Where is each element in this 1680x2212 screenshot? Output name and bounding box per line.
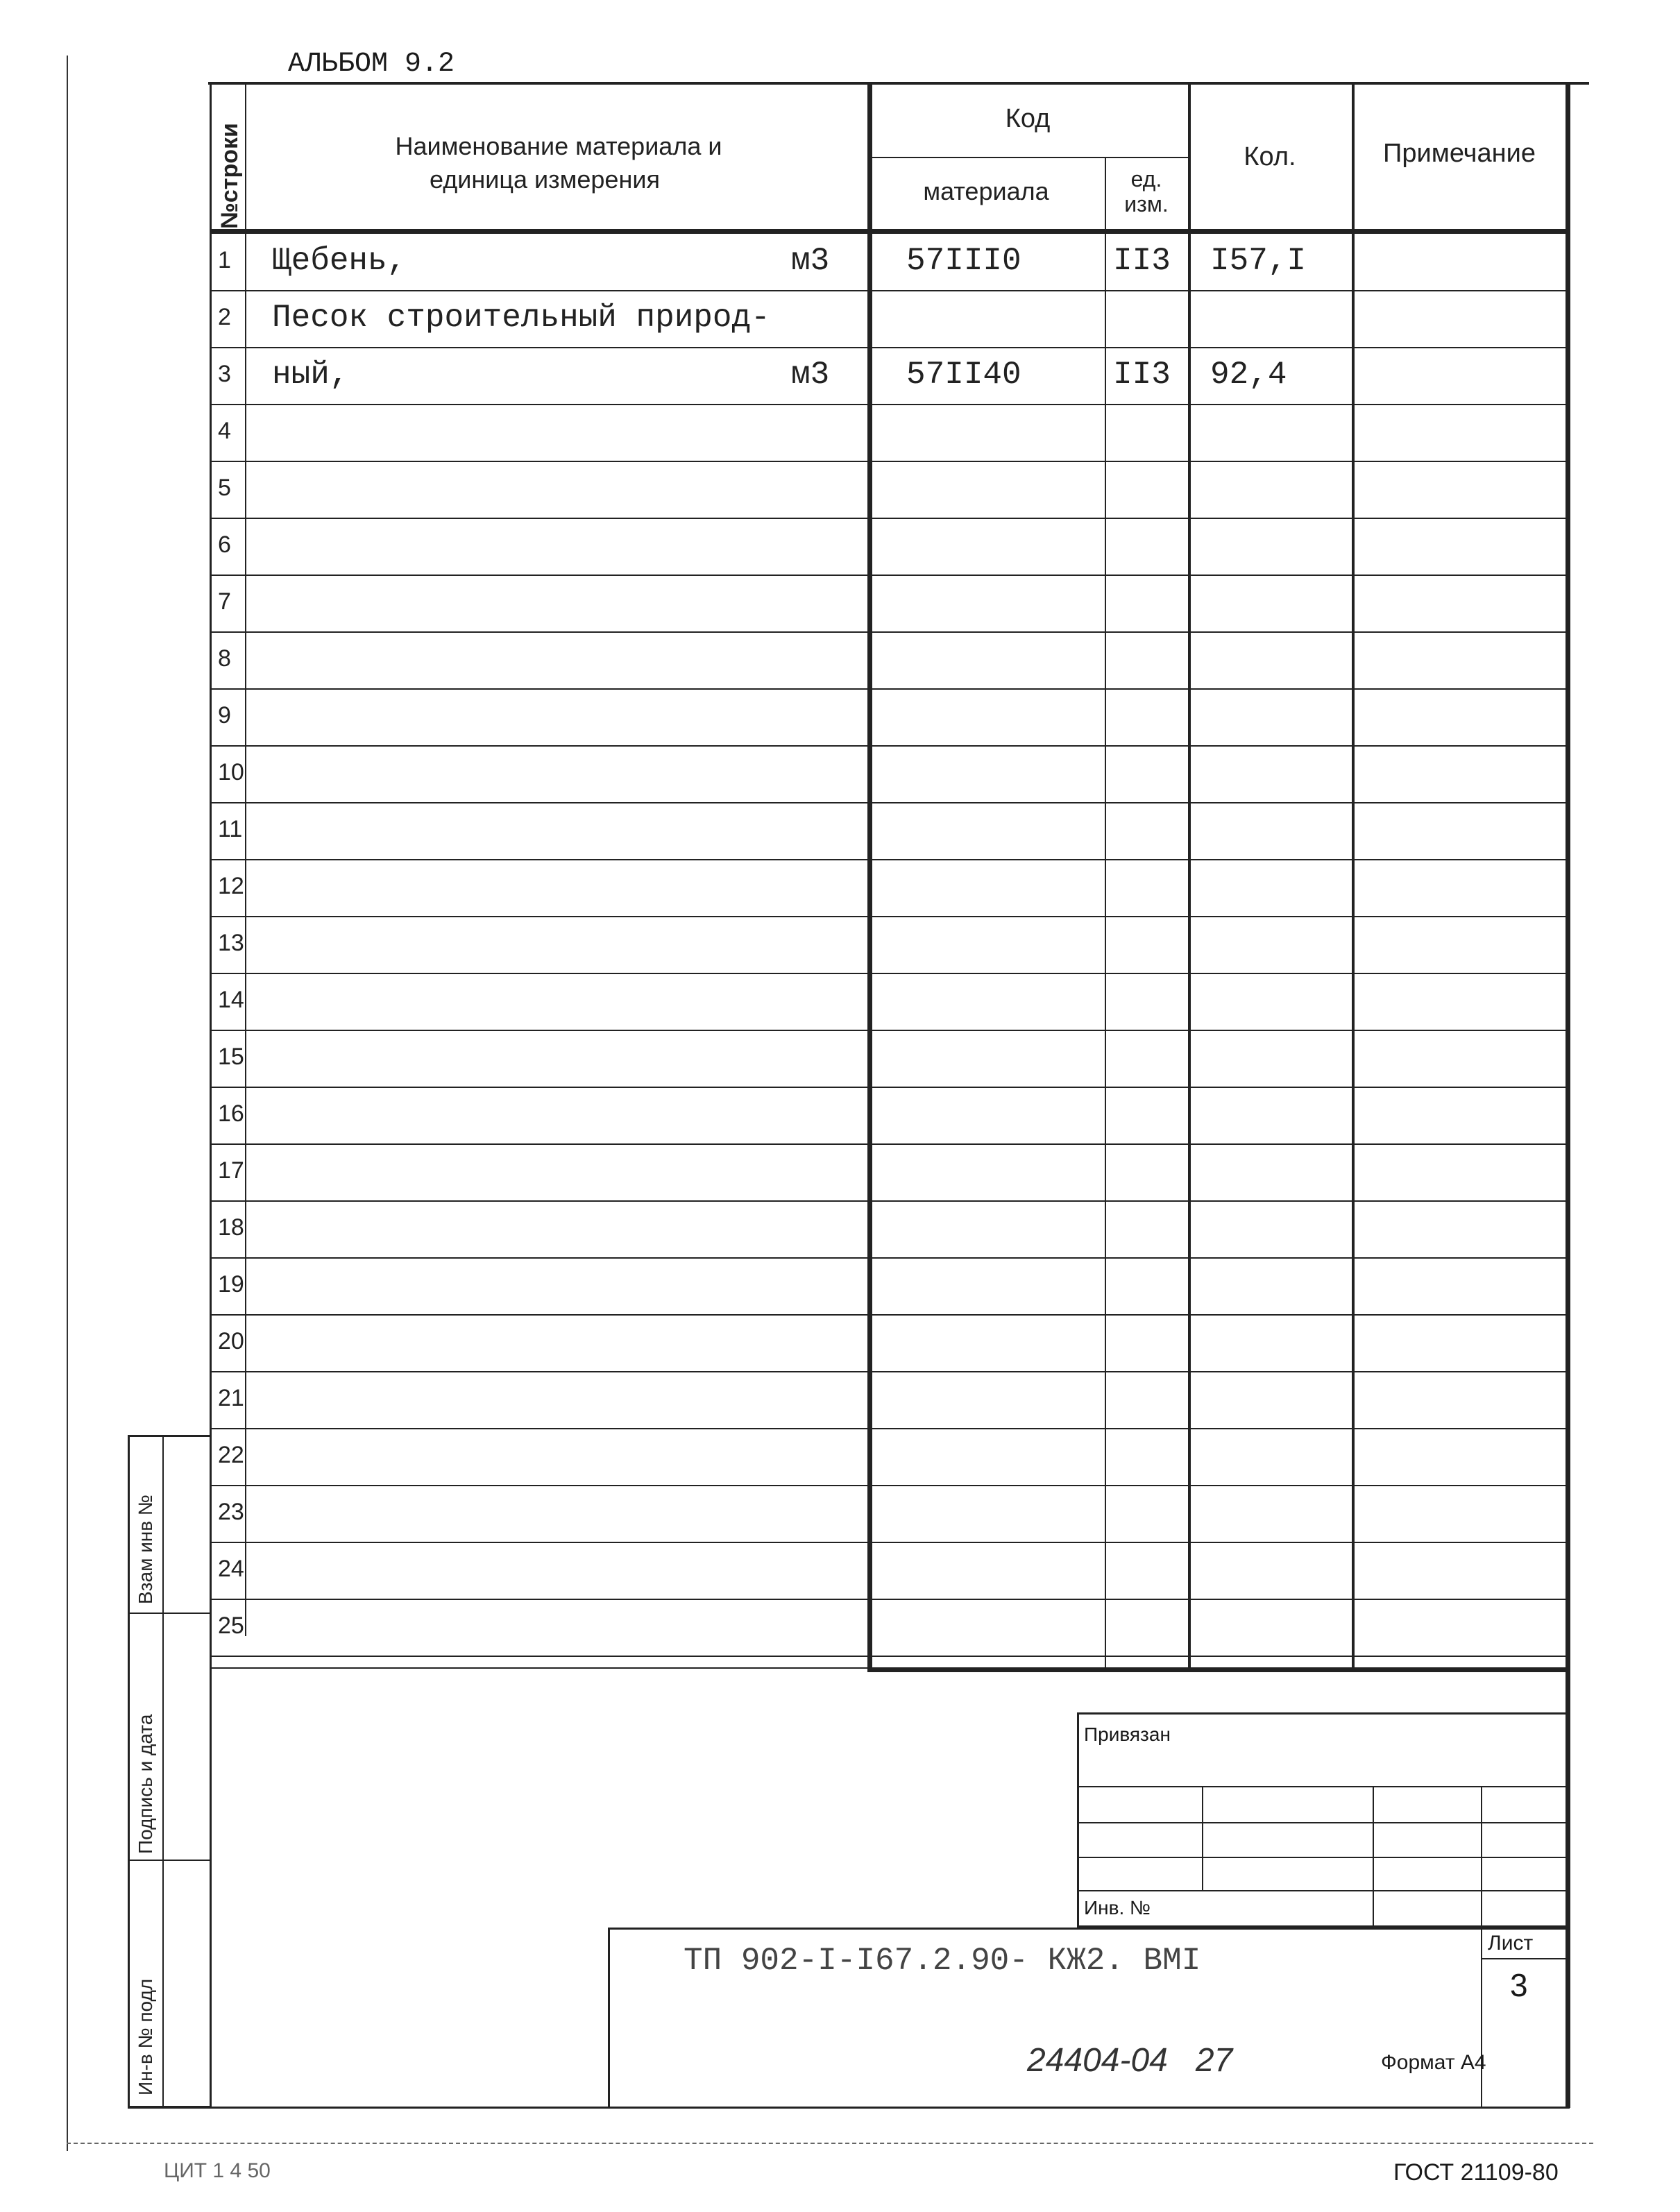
row-name: ный, — [272, 357, 349, 393]
row-number: 22 — [218, 1442, 244, 1468]
row-number: 21 — [218, 1385, 244, 1411]
row-number: 9 — [218, 702, 231, 729]
row-number: 18 — [218, 1214, 244, 1241]
row-number: 16 — [218, 1100, 244, 1127]
side-label-vzam: Взам инв № — [135, 1495, 156, 1604]
row-separator — [210, 631, 1568, 633]
row-quantity: 92,4 — [1210, 357, 1287, 393]
row-number: 15 — [218, 1044, 244, 1070]
side-divider-2 — [128, 1860, 210, 1861]
header-qty: Кол. — [1244, 142, 1296, 171]
side-label-inv-podl: Ин-в № подл — [135, 1978, 156, 2095]
row-separator — [210, 1485, 1568, 1486]
side-divider-1 — [128, 1613, 210, 1614]
row-separator — [210, 859, 1568, 860]
privyazan-line-2 — [1077, 1822, 1570, 1823]
row-separator — [210, 290, 1568, 291]
row-number: 24 — [218, 1556, 244, 1582]
row-number: 20 — [218, 1328, 244, 1354]
row-number: 6 — [218, 531, 231, 558]
table-bottom-line-left — [210, 1667, 867, 1669]
row-number: 17 — [218, 1157, 244, 1184]
row-number: 1 — [218, 247, 231, 273]
unitcode-col-border — [1105, 157, 1106, 1672]
header-row-no: №строки — [217, 123, 243, 229]
name-col-border — [867, 82, 872, 1672]
side-label-podpis: Подпись и дата — [135, 1714, 156, 1854]
row-separator — [210, 1428, 1568, 1429]
row-number: 25 — [218, 1613, 244, 1639]
row-number: 13 — [218, 930, 244, 956]
row-unit-code: II3 — [1113, 357, 1171, 393]
table-left-border — [210, 82, 212, 2108]
row-separator — [210, 1542, 1568, 1543]
row-number: 14 — [218, 987, 244, 1013]
gost-label: ГОСТ 21109-80 — [1393, 2159, 1559, 2186]
row-material-code: 57II40 — [906, 357, 1021, 393]
privyazan-line-4 — [1077, 1890, 1570, 1891]
header-unit-line2: изм. — [1124, 192, 1169, 216]
row-separator — [210, 1030, 1568, 1031]
row-unit-code: II3 — [1113, 243, 1171, 279]
row-material-code: 57III0 — [906, 243, 1021, 279]
privyazan-label: Привязан — [1084, 1724, 1171, 1745]
privyazan-col-3 — [1481, 1786, 1482, 1928]
row-separator — [210, 973, 1568, 974]
row-separator — [210, 1143, 1568, 1145]
row-separator — [210, 1656, 1568, 1657]
row-separator — [210, 1314, 1568, 1316]
qty-col-border — [1188, 82, 1191, 1672]
row-separator — [210, 347, 1568, 348]
row-unit: м3 — [791, 357, 830, 393]
header-note: Примечание — [1383, 139, 1536, 168]
privyazan-col-2 — [1373, 1786, 1374, 1928]
inv-no-label: Инв. № — [1084, 1897, 1151, 1919]
row-separator — [210, 1087, 1568, 1088]
row-number: 8 — [218, 645, 231, 672]
row-separator — [210, 1257, 1568, 1259]
album-label: АЛЬБОМ 9.2 — [288, 49, 455, 80]
row-number: 5 — [218, 475, 231, 501]
row-separator — [210, 1599, 1568, 1600]
row-separator — [210, 745, 1568, 747]
row-separator — [210, 1200, 1568, 1202]
row-number: 23 — [218, 1499, 244, 1525]
code-subheader-line — [867, 157, 1188, 158]
designation-text: ТП 902-I-I67.2.90- КЖ2. ВМI — [684, 1943, 1201, 1979]
privyazan-line-3 — [1077, 1857, 1570, 1858]
row-separator — [210, 575, 1568, 576]
row-separator — [210, 518, 1568, 519]
privyazan-line-1 — [1077, 1786, 1570, 1787]
format-label: Формат А4 — [1381, 2051, 1486, 2074]
privyazan-col-1 — [1202, 1786, 1203, 1890]
row-number: 10 — [218, 759, 244, 785]
row-separator — [210, 688, 1568, 690]
header-name-line1: Наименование материала и — [395, 132, 722, 160]
table-bottom-line — [867, 1667, 1570, 1672]
binding-margin-line — [67, 56, 68, 2151]
row-unit: м3 — [791, 243, 830, 279]
header-code: Код — [1005, 104, 1051, 133]
row-separator — [210, 802, 1568, 803]
side-inner-line — [162, 1435, 164, 2108]
row-separator — [210, 1371, 1568, 1372]
row-quantity: I57,I — [1210, 243, 1307, 279]
row-name: Песок строительный природ- — [272, 300, 770, 336]
sheet-label-line — [1481, 1958, 1570, 1959]
row-number: 7 — [218, 588, 231, 615]
header-material: материала — [923, 177, 1049, 205]
cut-line — [67, 2143, 1593, 2144]
bottom-left-mark: ЦИТ 1 4 50 — [164, 2159, 271, 2182]
row-separator — [210, 404, 1568, 405]
row-name: Щебень, — [272, 243, 407, 279]
sheet-col-border — [1481, 1928, 1482, 2108]
header-name-line2: единица измерения — [430, 165, 660, 194]
row-separator — [210, 461, 1568, 462]
row-number: 12 — [218, 873, 244, 899]
row-separator — [210, 916, 1568, 917]
sheet-number: 3 — [1510, 1967, 1528, 2003]
header-bottom-line — [210, 229, 1570, 234]
row-number: 19 — [218, 1271, 244, 1298]
sheet-label: Лист — [1488, 1932, 1534, 1955]
note-col-border — [1352, 82, 1355, 1672]
row-number: 4 — [218, 418, 231, 444]
header-unit-line1: ед. — [1130, 167, 1162, 192]
row-number: 3 — [218, 361, 231, 387]
handwritten-number: 24404-04 27 — [1027, 2042, 1233, 2079]
row-number: 2 — [218, 304, 231, 330]
row-number: 11 — [218, 816, 243, 842]
